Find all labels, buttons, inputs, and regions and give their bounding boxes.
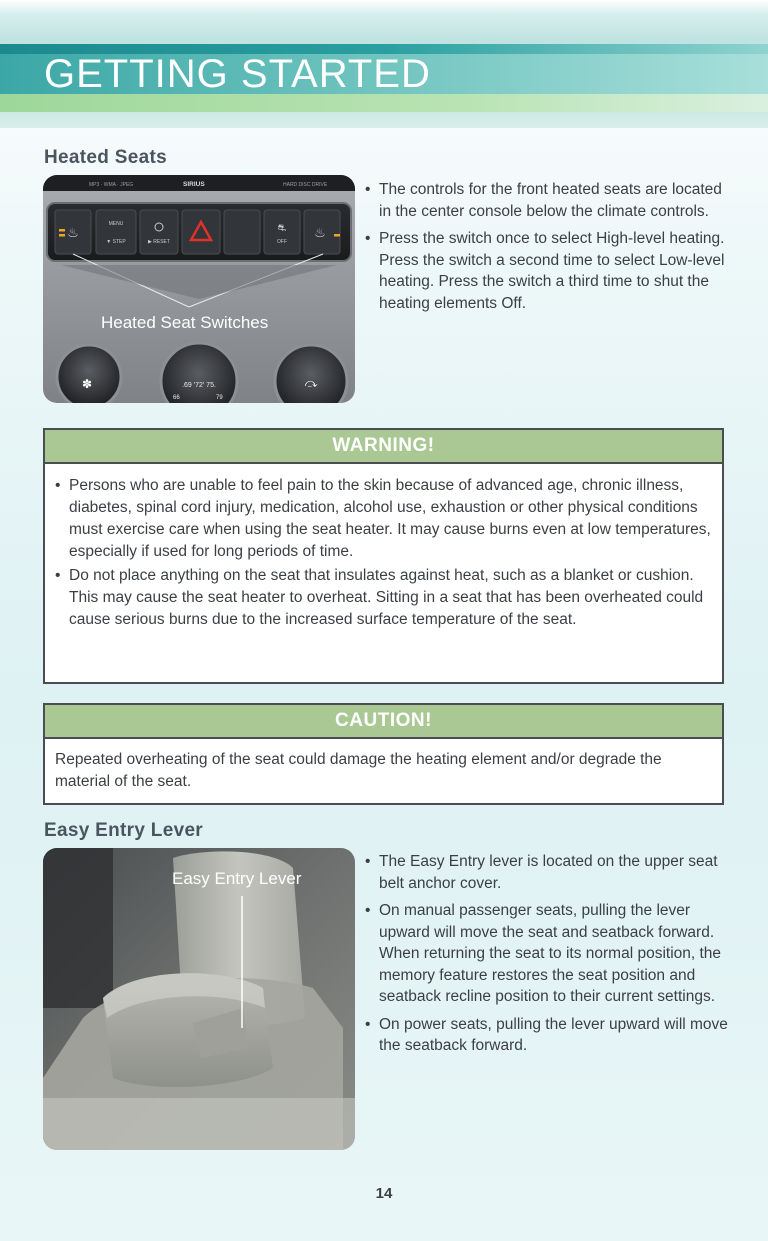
heated-seats-bullet-2: • Press the switch once to select High-level heating. Press the switch a second time to select Low-level heating. Press the switch a third time to shut the heating elements Off.: [363, 228, 728, 314]
heated-seats-bullets: [363, 179, 728, 320]
seat-illustration: [43, 848, 355, 1150]
airflow-icon: ⤼: [304, 376, 318, 390]
esp-icon: ⛐: [277, 223, 287, 234]
heated-seats-heading: Heated Seats: [44, 147, 167, 168]
page-number: 14: [375, 1185, 393, 1202]
heated-seats-bullet-1: • The controls for the front heated seats are located in the center console below the climate controls.: [363, 179, 728, 222]
mp3-label: MP3 · WMA · JPEG: [89, 182, 134, 188]
easy-entry-bullet-2: • On manual passenger seats, pulling the lever upward will move the seat and seatback forward. When returning the seat to its normal position, the memory feature restores the seat position and seatback recline position to their current settings.: [363, 900, 728, 1008]
easy-entry-lever-photo: [43, 848, 355, 1150]
page-title: GETTING STARTED: [44, 52, 431, 96]
heated-seat-switches-photo: [43, 175, 355, 403]
warning-list: [55, 475, 712, 631]
seat-heater-icon-right: ♨: [314, 226, 326, 241]
temperature-high: 79: [216, 395, 223, 401]
temperature-scale: .69 '72' 75.: [182, 382, 216, 389]
easy-entry-bullet-1: • The Easy Entry lever is located on the upper seat belt anchor cover.: [363, 851, 728, 894]
seat-heater-icon: ♨: [67, 226, 79, 241]
caution-title: CAUTION!: [45, 705, 722, 739]
caution-box: [43, 703, 724, 805]
warning-item-1: • Persons who are unable to feel pain to the skin because of advanced age, chronic illness, diabetes, spinal cord injury, medication, alcohol use, exhaustion or other physical conditions must exercise care when using the seat heater. It may cause burns even at low temperatures, especially if used for long periods of time.: [55, 475, 712, 563]
header-band-green: [0, 94, 768, 112]
caution-text: Repeated overheating of the seat could damage the heating element and/or degrade the material of the seat.: [55, 751, 662, 790]
page-header: [0, 0, 768, 128]
hazard-button[interactable]: [182, 210, 220, 254]
easy-entry-bullet-3: • On power seats, pulling the lever upward will move the seatback forward.: [363, 1014, 728, 1057]
off-label: OFF: [277, 239, 287, 245]
warning-item-2: • Do not place anything on the seat that insulates against heat, such as a blanket or cushion. This may cause the seat heater to overheat. Sitting in a seat that has been overheated could cause serious burns due to the increased surface temperature of the seat.: [55, 565, 712, 631]
fan-knob[interactable]: [57, 345, 121, 403]
warning-title: WARNING!: [45, 430, 722, 464]
mode-knob[interactable]: [275, 345, 347, 403]
temperature-low: 66: [173, 395, 180, 401]
reset-button[interactable]: [140, 210, 178, 254]
menu-label: MENU: [108, 221, 124, 227]
hdd-label: HARD DISC DRIVE: [283, 182, 328, 188]
reset-label: ▶ RESET: [148, 239, 170, 245]
console-illustration: [43, 175, 355, 403]
easy-entry-heading: Easy Entry Lever: [44, 820, 203, 841]
warning-box: [43, 428, 724, 684]
easy-entry-lever-label: Easy Entry Lever: [172, 869, 302, 888]
sirius-label: SIRIUS: [183, 181, 205, 188]
fan-icon: ✽: [81, 377, 93, 391]
step-label: ▼ STEP: [106, 239, 126, 245]
blank-button[interactable]: [224, 210, 260, 254]
easy-entry-bullets: [363, 851, 728, 1063]
heated-seat-switches-label: Heated Seat Switches: [101, 313, 269, 332]
menu-step-button[interactable]: [96, 210, 136, 254]
temperature-knob[interactable]: [161, 343, 237, 403]
